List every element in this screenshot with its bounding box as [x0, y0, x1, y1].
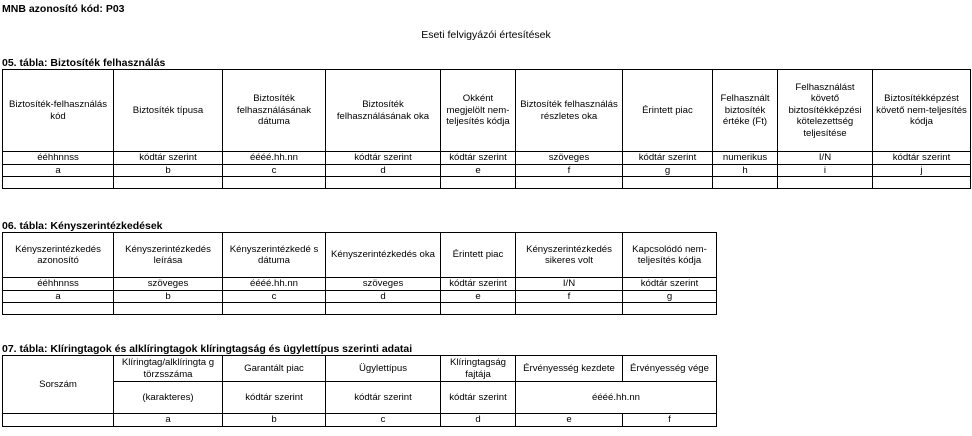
table05-empty-cell[interactable] — [713, 177, 778, 189]
table05-format-row — [3, 152, 971, 165]
table05-header-cell: Felhasznált biztosíték értéke (Ft) — [713, 70, 778, 152]
table06-empty-cell[interactable] — [623, 303, 717, 315]
table05-letter-cell: a — [3, 164, 114, 177]
table05-letter-cell: i — [778, 164, 873, 177]
table06-format-cell: ééhhnnss — [3, 278, 114, 291]
table07-title: 07. tábla: Klíringtagok és alklíringtagok klíringtagság és ügylettípus szerinti adatai — [2, 343, 413, 355]
table06-format-cell: kódtár szerint — [623, 278, 717, 291]
table06-format-cell: I/N — [516, 278, 623, 291]
table05-empty-cell[interactable] — [623, 177, 713, 189]
table05-header-row — [3, 70, 971, 152]
table07-header-row — [3, 356, 717, 382]
table06-header-cell: Kapcsolódó nem-teljesítés kódja — [623, 233, 717, 278]
table05-letter-cell: h — [713, 164, 778, 177]
table06-letter-cell: a — [3, 290, 114, 303]
table06-header-cell: Érintett piac — [441, 233, 516, 278]
table07-format-cell: (karakteres) — [114, 382, 223, 414]
table05-title: 05. tábla: Biztosíték felhasználás — [2, 57, 166, 69]
table06-format-cell: kódtár szerint — [441, 278, 516, 291]
table07-letter-cell — [3, 414, 114, 427]
table05-empty-row — [3, 177, 971, 189]
table05-empty-cell[interactable] — [114, 177, 223, 189]
table05-format-cell: kódtár szerint — [326, 152, 441, 165]
table05-empty-cell[interactable] — [873, 177, 971, 189]
table05-letter-cell: b — [114, 164, 223, 177]
table05-header-cell: Biztosíték felhasználásának dátuma — [223, 70, 326, 152]
table05-format-cell: éééé.hh.nn — [223, 152, 326, 165]
table05-empty-cell[interactable] — [223, 177, 326, 189]
table06-empty-cell[interactable] — [441, 303, 516, 315]
table06-header-cell: Kényszerintézkedés azonosító — [3, 233, 114, 278]
table06-empty-cell[interactable] — [516, 303, 623, 315]
table06-format-cell: szöveges — [326, 278, 441, 291]
table06-letter-cell: e — [441, 290, 516, 303]
table06-format-cell: szöveges — [114, 278, 223, 291]
table07-letter-row — [3, 414, 717, 427]
table07-letter-cell: f — [623, 414, 717, 427]
table06 — [2, 232, 717, 315]
table06-letter-cell: c — [223, 290, 326, 303]
table05-header-cell: Biztosíték felhasználásának oka — [326, 70, 441, 152]
table06-header-cell: Kényszerintézkedés oka — [326, 233, 441, 278]
table05-format-cell: kódtár szerint — [441, 152, 516, 165]
table07 — [2, 355, 717, 427]
table06-header-cell: Kényszerintézkedés leírása — [114, 233, 223, 278]
table05-format-cell: kódtár szerint — [873, 152, 971, 165]
table06-empty-cell[interactable] — [114, 303, 223, 315]
table05-header-cell: Biztosítékképzést követő nem-teljesítés kódja — [873, 70, 971, 152]
table07-header-cell: Klíringtag/alklíringta g törzsszáma — [114, 356, 223, 382]
table05-header-cell: Biztosíték-felhasználás kód — [3, 70, 114, 152]
table05-header-cell: Érintett piac — [623, 70, 713, 152]
table07-header-cell: Ügylettípus — [326, 356, 441, 382]
table06-title: 06. tábla: Kényszerintézkedések — [2, 220, 163, 232]
table07-header-cell: Klíringtagság fajtája — [441, 356, 516, 382]
table06-letter-cell: f — [516, 290, 623, 303]
document-title: Eseti felvigyázói értesítések — [421, 29, 551, 41]
table05-format-cell: ééhhnnss — [3, 152, 114, 165]
table06-letter-cell: g — [623, 290, 717, 303]
table05-letter-cell: g — [623, 164, 713, 177]
table07-sorszam-header: Sorszám — [3, 356, 114, 414]
table06-empty-cell[interactable] — [3, 303, 114, 315]
table06-letter-row — [3, 290, 717, 303]
table05-format-cell: numerikus — [713, 152, 778, 165]
table05-header-cell: Felhasználást követő biztosítékképzési kötelezettség teljesítése — [778, 70, 873, 152]
table07-format-cell: kódtár szerint — [326, 382, 441, 414]
table06-empty-cell[interactable] — [326, 303, 441, 315]
table05-header-cell: Biztosíték típusa — [114, 70, 223, 152]
table05-header-cell: Okként megjelölt nem-teljesítés kódja — [441, 70, 516, 152]
table07-letter-cell: d — [441, 414, 516, 427]
table06-letter-cell: b — [114, 290, 223, 303]
table06-letter-cell: d — [326, 290, 441, 303]
table05-empty-cell[interactable] — [778, 177, 873, 189]
table07-header-cell: Garantált piac — [223, 356, 326, 382]
table06-header-cell: Kényszerintézkedés sikeres volt — [516, 233, 623, 278]
table07-letter-cell: c — [326, 414, 441, 427]
table07-letter-cell: a — [114, 414, 223, 427]
table07-header-cell: Érvényesség kezdete — [516, 356, 623, 382]
table06-empty-row — [3, 303, 717, 315]
table06-header-row — [3, 233, 717, 278]
table05-letter-cell: d — [326, 164, 441, 177]
table05-format-cell: kódtár szerint — [623, 152, 713, 165]
table05-letter-cell: j — [873, 164, 971, 177]
table05-format-cell: szöveges — [516, 152, 623, 165]
table05-letter-row — [3, 164, 971, 177]
table06-format-cell: éééé.hh.nn — [223, 278, 326, 291]
table06-empty-cell[interactable] — [223, 303, 326, 315]
table05-format-cell: I/N — [778, 152, 873, 165]
table07-letter-cell: e — [516, 414, 623, 427]
table07-format-cell: kódtár szerint — [223, 382, 326, 414]
document-code: MNB azonosító kód: P03 — [2, 3, 125, 15]
table07-date-format-cell: éééé.hh.nn — [516, 382, 717, 414]
table06-format-row — [3, 278, 717, 291]
table05-empty-cell[interactable] — [516, 177, 623, 189]
table05-letter-cell: c — [223, 164, 326, 177]
table05-letter-cell: e — [441, 164, 516, 177]
table07-format-cell: kódtár szerint — [441, 382, 516, 414]
table05-letter-cell: f — [516, 164, 623, 177]
table05-format-cell: kódtár szerint — [114, 152, 223, 165]
table05-empty-cell[interactable] — [441, 177, 516, 189]
table07-header-cell: Érvényesség vége — [623, 356, 717, 382]
table05 — [2, 69, 971, 189]
table05-header-cell: Biztosíték felhasználás részletes oka — [516, 70, 623, 152]
table06-header-cell: Kényszerintézkedé s dátuma — [223, 233, 326, 278]
table05-empty-cell[interactable] — [3, 177, 114, 189]
table05-empty-cell[interactable] — [326, 177, 441, 189]
table07-letter-cell: b — [223, 414, 326, 427]
